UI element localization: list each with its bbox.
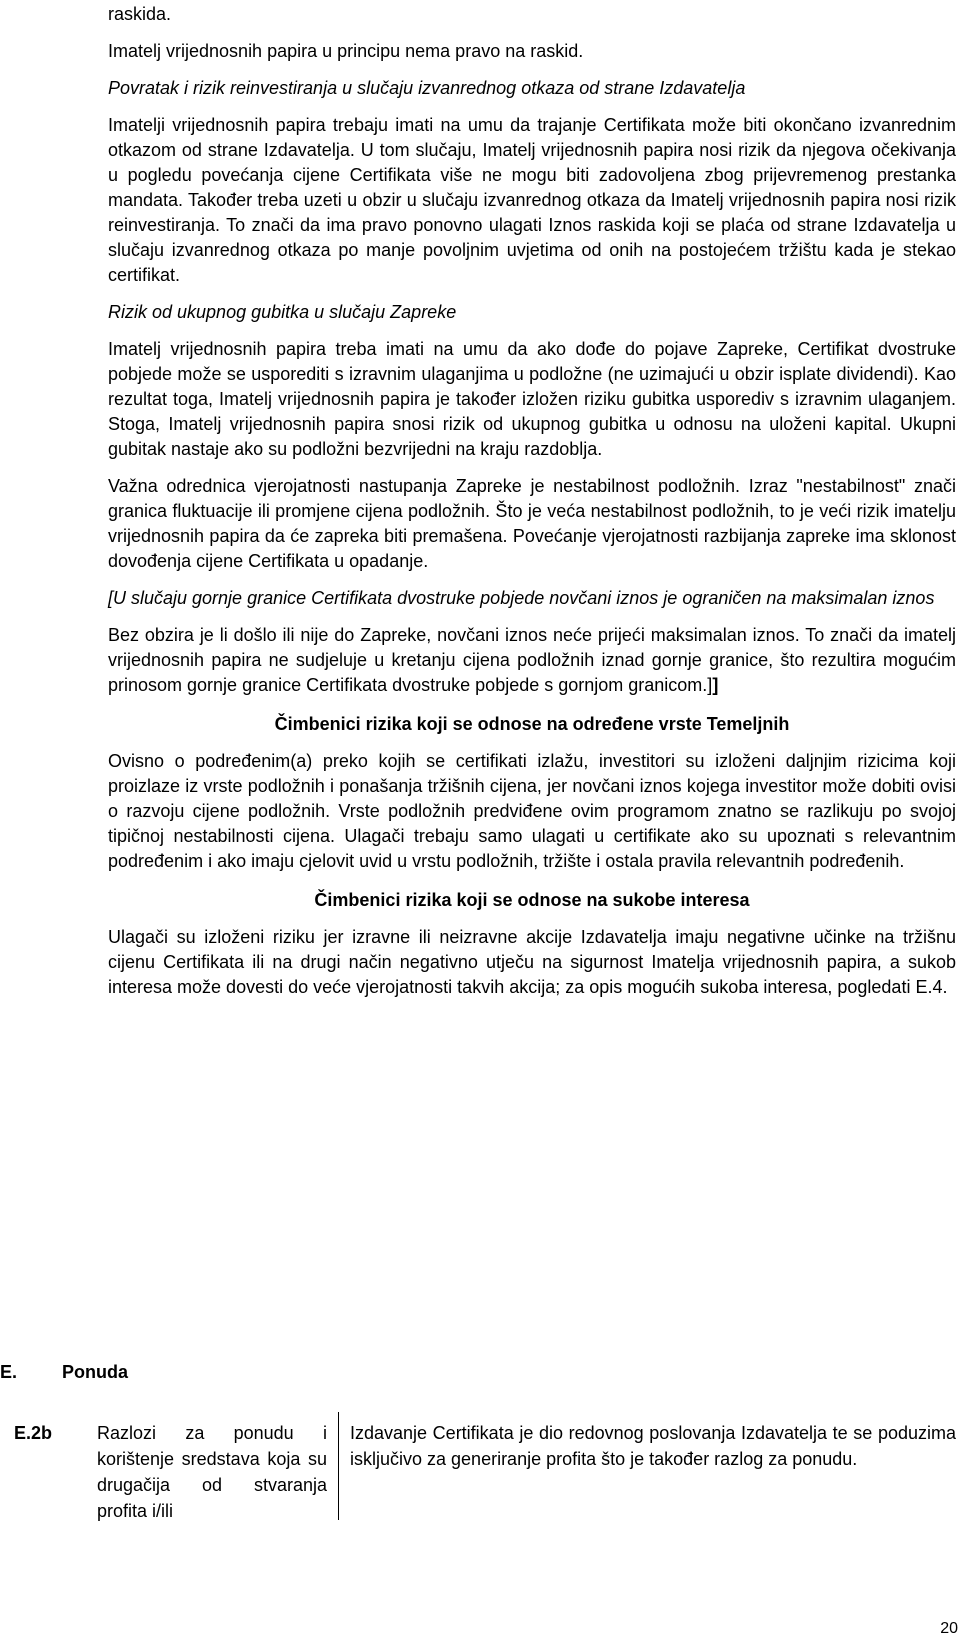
paragraph-upper-limit: [108, 623, 956, 698]
closing-bracket: ]: [712, 675, 719, 695]
page-number: 20: [940, 1620, 958, 1637]
table-row-code: E.2b: [14, 1423, 53, 1443]
section-heading: [0, 1362, 128, 1383]
table-row-label: Razlozi za ponudu i korištenje sredstava koja su drugačija od stvaranja profita i/ili: [97, 1423, 327, 1521]
heading-reinvestment-risk: Povratak i rizik reinvestiranja u slučaju izvanrednog otkaza od strane Izdavatelja: [108, 78, 746, 98]
paragraph-underlying-risk: Ovisno o podređenim(a) preko kojih se certifikati izlažu, investitori su izloženi daljnjim rizicima koji proizlaze iz vrste podložnih i ponašanja tržišnih cijena, jer novčani iznos kojega investitor može dobiti ovisi o razvoju cijene podložnih. Vrste podložnih predviđene ovim programom znatno se razlikuju po svojoj tipičnoj nestabilnosti cijena. Ulagači trebaju samo ulagati u certifikate ako su upoznati s relevantnim podređenim i ako imaju cjelovit uvid u vrstu podložnih, tržište i ostala pravila relevantnih podređenih.: [108, 751, 956, 871]
heading-underlying-risk: Čimbenici rizika koji se odnose na određene vrste Temeljnih: [274, 714, 790, 734]
paragraph-upper-limit-text: Bez obzira je li došlo ili nije do Zapreke, novčani iznos neće prijeći maksimalan iznos. To znači da imatelj vrijednosnih papira ne sudjeluje u kretanju cijena podložnih iznad gornje granice, što rezultira mogućim prinosom gornje granice Certifikata dvostruke pobjede s gornjom granicom.]: [108, 625, 956, 695]
section-title: Ponuda: [62, 1362, 128, 1382]
top-fragment: raskida.: [108, 4, 172, 24]
paragraph-total-loss-risk: Imatelj vrijednosnih papira treba imati na umu da ako dođe do pojave Zapreke, Certifikat dvostruke pobjede može se usporediti s izravnim ulaganjima u podložne (ne uzimajući u obzir isplate dividendi). Kao rezultat toga, Imatelj vrijednosnih papira je također izložen riziku gubitka usporediv s izravnim ulaganjem. Stoga, Imatelj vrijednosnih papira snosi rizik od ukupnog gubitka u odnosu na uloženi kapital. Ukupni gubitak nastaje ako su podložni bezvrijedni na kraju razdoblja.: [108, 339, 956, 459]
section-number: E.: [0, 1362, 18, 1382]
table-divider: [338, 1412, 339, 1520]
paragraph-no-right: Imatelj vrijednosnih papira u principu nema pravo na raskid.: [108, 41, 584, 61]
heading-total-loss-risk: Rizik od ukupnog gubitka u slučaju Zapreke: [108, 302, 457, 322]
table-row-content: Izdavanje Certifikata je dio redovnog poslovanja Izdavatelja te se poduzima isključivo za generiranje profita što je također razlog za ponudu.: [350, 1423, 956, 1469]
heading-conflict-of-interest: Čimbenici rizika koji se odnose na sukobe interesa: [314, 890, 750, 910]
paragraph-volatility: Važna odrednica vjerojatnosti nastupanja Zapreke je nestabilnost podložnih. Izraz "nestabilnost" znači granica fluktuacije ili promjene cijena podložnih. Što je veća nestabilnost podložnih, to je veći rizik imatelju vrijednosnih papira da će zapreka biti premašena. Povećanje vjerojatnosti razbijanja zapreke ima sklonost dovođenja cijene Certifikata u opadanje.: [108, 476, 956, 571]
paragraph-conflict-of-interest: Ulagači su izloženi riziku jer izravne ili neizravne akcije Izdavatelja imaju negativne učinke na tržišnu cijenu Certifikata ili na drugi način negativno utječu na sigurnost Imatelja vrijednosnih papira, a sukob interesa može dovesti do veće vjerojatnosti takvih akcija; za opis mogućih sukoba interesa, pogledati E.4.: [108, 927, 956, 997]
paragraph-reinvestment-risk: Imatelji vrijednosnih papira trebaju imati na umu da trajanje Certifikata može biti okončano izvanrednim otkazom od strane Izdavatelja. U tom slučaju, Imatelj vrijednosnih papira nosi rizik da njegova očekivanja u pogledu povećanja cijene Certifikata više ne mogu biti zadovoljena zbog prijevremenog prestanka mandata. Također treba uzeti u obzir u slučaju izvanrednog otkaza da Imatelj vrijednosnih papira nosi rizik reinvestiranja. To znači da ima pravo ponovno ulagati Iznos raskida koji se plaća od strane Izdavatelja u slučaju izvanrednog otkaza po manje povoljnim uvjetima od onih na postojećem tržištu kada je stekao certifikat.: [108, 115, 956, 285]
page-text-column: [108, 2, 956, 1000]
heading-upper-limit: [U slučaju gornje granice Certifikata dvostruke pobjede novčani iznos je ograničen na maksimalan iznos: [108, 588, 935, 608]
